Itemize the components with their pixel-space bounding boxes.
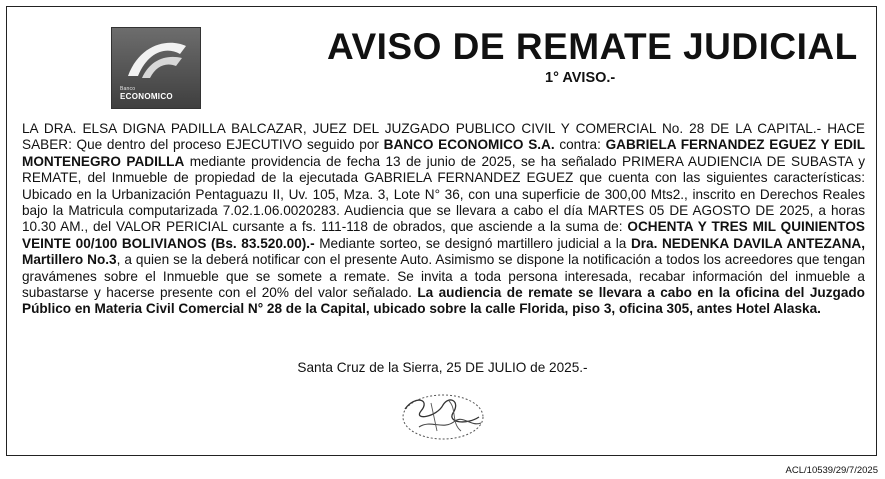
notice-body	[22, 121, 865, 318]
debtor-names: GABRIELA FERNANDEZ EGUEZ Y EDIL MONTENEGRO PADILLA	[22, 137, 865, 169]
body-notification: , a quien se la deberá notificar con el presente Auto. Asimismo se dispone la notificación a todos los acreedores que tengan gravámenes sobre el Inmueble que se somete a remate. Se invita a toda persona interesada, recabar información del inmueble a subastarse y hacerse presente con el 20% del valor señalado.	[22, 252, 866, 301]
place-date: Santa Cruz de la Sierra, 25 DE JULIO de 2025.-	[297, 360, 588, 375]
bank-logo-text: ECONOMICO	[120, 92, 173, 101]
bank-logo	[111, 27, 201, 109]
body-against: contra:	[554, 137, 606, 153]
body-intro: LA DRA. ELSA DIGNA PADILLA BALCAZAR, JUEZ DEL JUZGADO PUBLICO CIVIL Y COMERCIAL No. 28 DE LA CAPITAL.- HACE SABER: Que dentro del proceso EJECUTIVO seguido por	[22, 121, 865, 153]
appraisal-amount: OCHENTA Y TRES MIL QUINIENTOS VEINTE 00/100 BOLIVIANOS (Bs. 83.520.00).-	[22, 219, 865, 251]
body-auctioneer-intro: Mediante sorteo, se designó martillero judicial a la	[314, 235, 631, 251]
notice-frame	[6, 6, 877, 456]
notice-title: AVISO DE REMATE JUDICIAL	[327, 26, 858, 67]
creditor-bank: BANCO ECONOMICO S.A.	[383, 137, 555, 153]
notice-subtitle: 1° AVISO.-	[545, 70, 616, 86]
auctioneer-name: Dra. NEDENKA DAVILA ANTEZANA, Martillero No.3	[22, 235, 865, 268]
publication-reference: ACL/10539/29/7/2025	[785, 465, 878, 476]
auction-venue: La audiencia de remate se llevara a cabo en la oficina del Juzgado Público en Materia Civil Comercial N° 28 de la Capital, ubicado sobre la calle Florida, piso 3, oficina 305, antes Hotel Alaska.	[22, 285, 865, 317]
signature-seal	[391, 387, 491, 447]
body-details: mediante providencia de fecha 13 de junio de 2025, se ha señalado PRIMERA AUDIENCIA DE SUBASTA y REMATE, del Inmueble de propiedad de la ejecutada GABRIELA FERNANDEZ EGUEZ que cuenta con las siguientes características: Ubicado en la Urbanización Pentaguazu II, Uv. 105, Mza. 3, Lote N° 36, con una superficie de 300,00 Mts2., inscrito en Derechos Reales bajo la Matricula computarizada 7.02.1.06.0020283. Audiencia que se llevara a cabo el día MARTES 05 DE AGOSTO DE 2025, a horas 10.30 AM., del VALOR PERICIAL cursante a fs. 111-118 de obrados, que asciende a la suma de:	[22, 153, 865, 235]
bank-logo-prefix: Banco	[120, 86, 136, 92]
bank-logo-swoosh-icon	[122, 36, 192, 84]
